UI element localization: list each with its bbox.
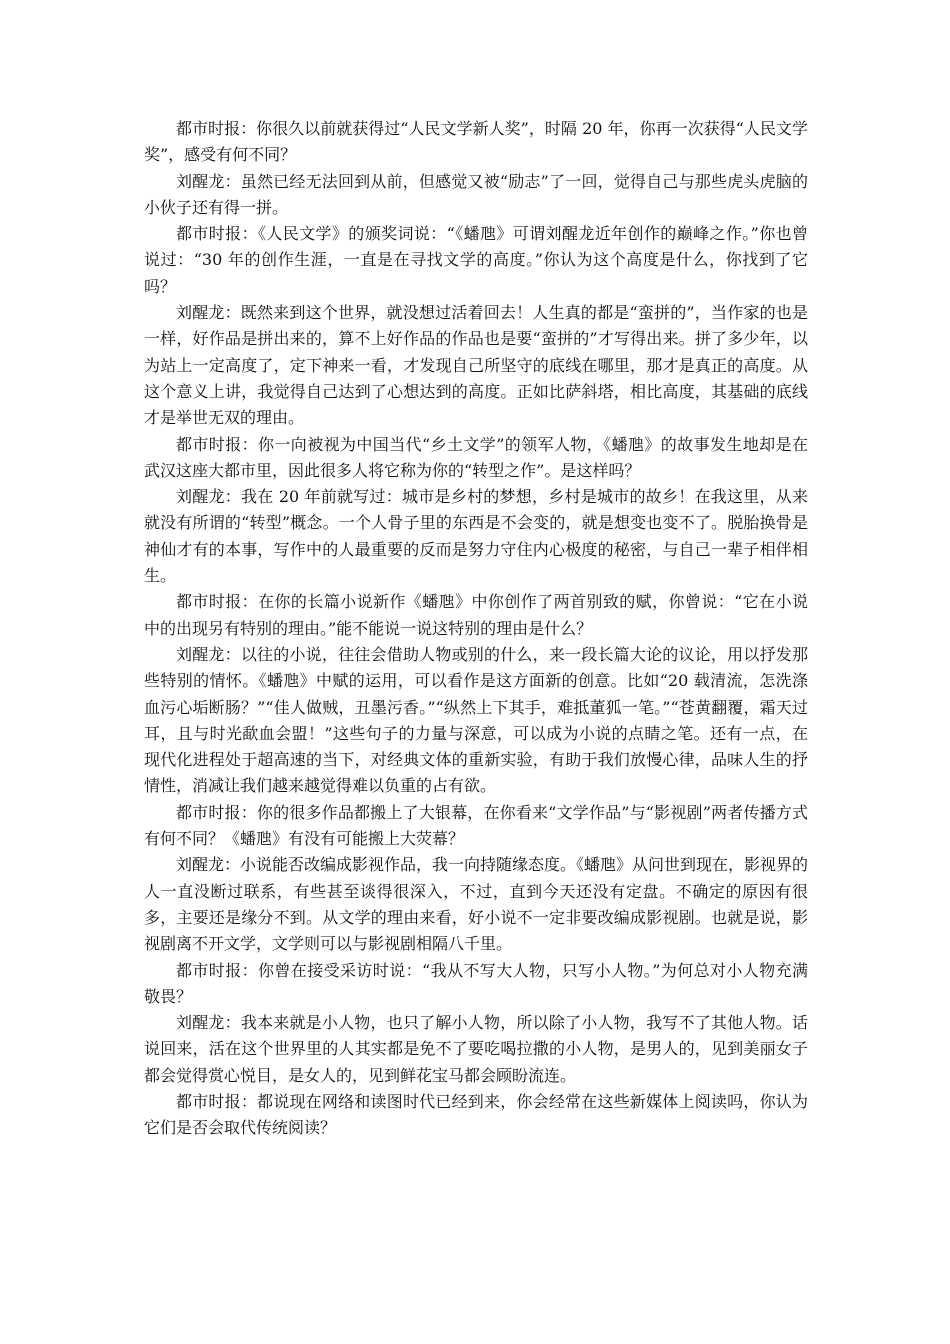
answer-paragraph: 刘醒龙：既然来到这个世界，就没想过活着回去！人生真的都是“蛮拼的”，当作家的也是一样，好作品是拼出来的，算不上好作品的作品也是要“蛮拼的”才写得出来。拼了多少年，以为站上一定高度了，定下神来一看，才发现自己所坚守的底线在哪里，那才是真正的高度。从这个意义上讲，我觉得自己达到了心想达到的高度。正如比萨斜塔，相比高度，其基础的底线才是举世无双的理由。 xyxy=(144,303,808,428)
question-paragraph: 都市时报：《人民文学》的颁奖词说：“《蟠虺》可谓刘醒龙近年创作的巅峰之作。”你也曾说过：“30 年的创作生涯，一直是在寻找文学的高度。”你认为这个高度是什么，你找到了它吗？ xyxy=(144,224,808,296)
interview-text xyxy=(144,116,808,1142)
answer-paragraph: 刘醒龙：虽然已经无法回到从前，但感觉又被“励志”了一回，觉得自己与那些虎头虎脑的小伙子还有得一拼。 xyxy=(144,171,808,217)
question-paragraph: 都市时报：你的很多作品都搬上了大银幕，在你看来“文学作品”与“影视剧”两者传播方式有何不同？《蟠虺》有没有可能搬上大荧幕？ xyxy=(144,802,808,849)
answer-paragraph: 刘醒龙：小说能否改编成影视作品，我一向持随缘态度。《蟠虺》从问世到现在，影视界的人一直没断过联系，有些甚至谈得很深入，不过，直到今天还没有定盘。不确定的原因有很多，主要还是缘分不到。从文学的理由来看，好小说不一定非要改编成影视剧。也就是说，影视剧离不开文学，文学则可以与影视剧相隔八千里。 xyxy=(144,855,809,954)
answer-paragraph: 刘醒龙：以往的小说，往往会借助人物或别的什么，来一段长篇大论的议论，用以抒发那些特别的情怀。《蟠虺》中赋的运用，可以看作是这方面新的创意。比如“20 载清流，怎洗涤血污心垢断肠？”“佳人做贼，丑墨污香。”“纵然上下其手，难抵董狐一笔。”“苍黄翻覆，霜天过耳，且与时光歃血会盟！”这些句子的力量与深意，可以成为小说的点睛之笔。还有一点，在现代化进程处于超高速的当下，对经典文体的重新实验，有助于我们放慢心律，品味人生的抒情性，消减让我们越来越觉得难以负重的占有欲。 xyxy=(144,644,808,796)
answer-paragraph: 刘醒龙：我本来就是小人物，也只了解小人物，所以除了小人物，我写不了其他人物。话说回来，活在这个世界里的人其实都是免不了要吃喝拉撒的小人物，是男人的，见到美丽女子都会觉得赏心悦目，是女人的，见到鲜花宝马都会顾盼流连。 xyxy=(144,1013,808,1085)
question-paragraph: 都市时报：都说现在网络和读图时代已经到来，你会经常在这些新媒体上阅读吗，你认为它们是否会取代传统阅读？ xyxy=(144,1091,808,1138)
question-paragraph: 都市时报：在你的长篇小说新作《蟠虺》中你创作了两首别致的赋，你曾说：“它在小说中的出现另有特别的理由。”能不能说一说这特别的理由是什么？ xyxy=(144,592,808,638)
answer-paragraph: 刘醒龙：我在 20 年前就写过：城市是乡村的梦想，乡村是城市的故乡！在我这里，从来就没有所谓的“转型”概念。一个人骨子里的东西是不会变的，就是想变也变不了。脱胎换骨是神仙才有的本事，写作中的人最重要的反而是努力守住内心极度的秘密，与自己一辈子相伴相生。 xyxy=(144,487,808,586)
question-paragraph: 都市时报：你一向被视为中国当代“乡土文学”的领军人物，《蟠虺》的故事发生地却是在武汉这座大都市里，因此很多人将它称为你的“转型之作”。是这样吗？ xyxy=(144,434,808,480)
question-paragraph: 都市时报：你很久以前就获得过“人民文学新人奖”，时隔 20 年，你再一次获得“人民文学奖”，感受有何不同？ xyxy=(144,119,808,165)
question-paragraph: 都市时报：你曾在接受采访时说：“我从不写大人物，只写小人物。”为何总对小人物充满敬畏？ xyxy=(144,960,808,1006)
